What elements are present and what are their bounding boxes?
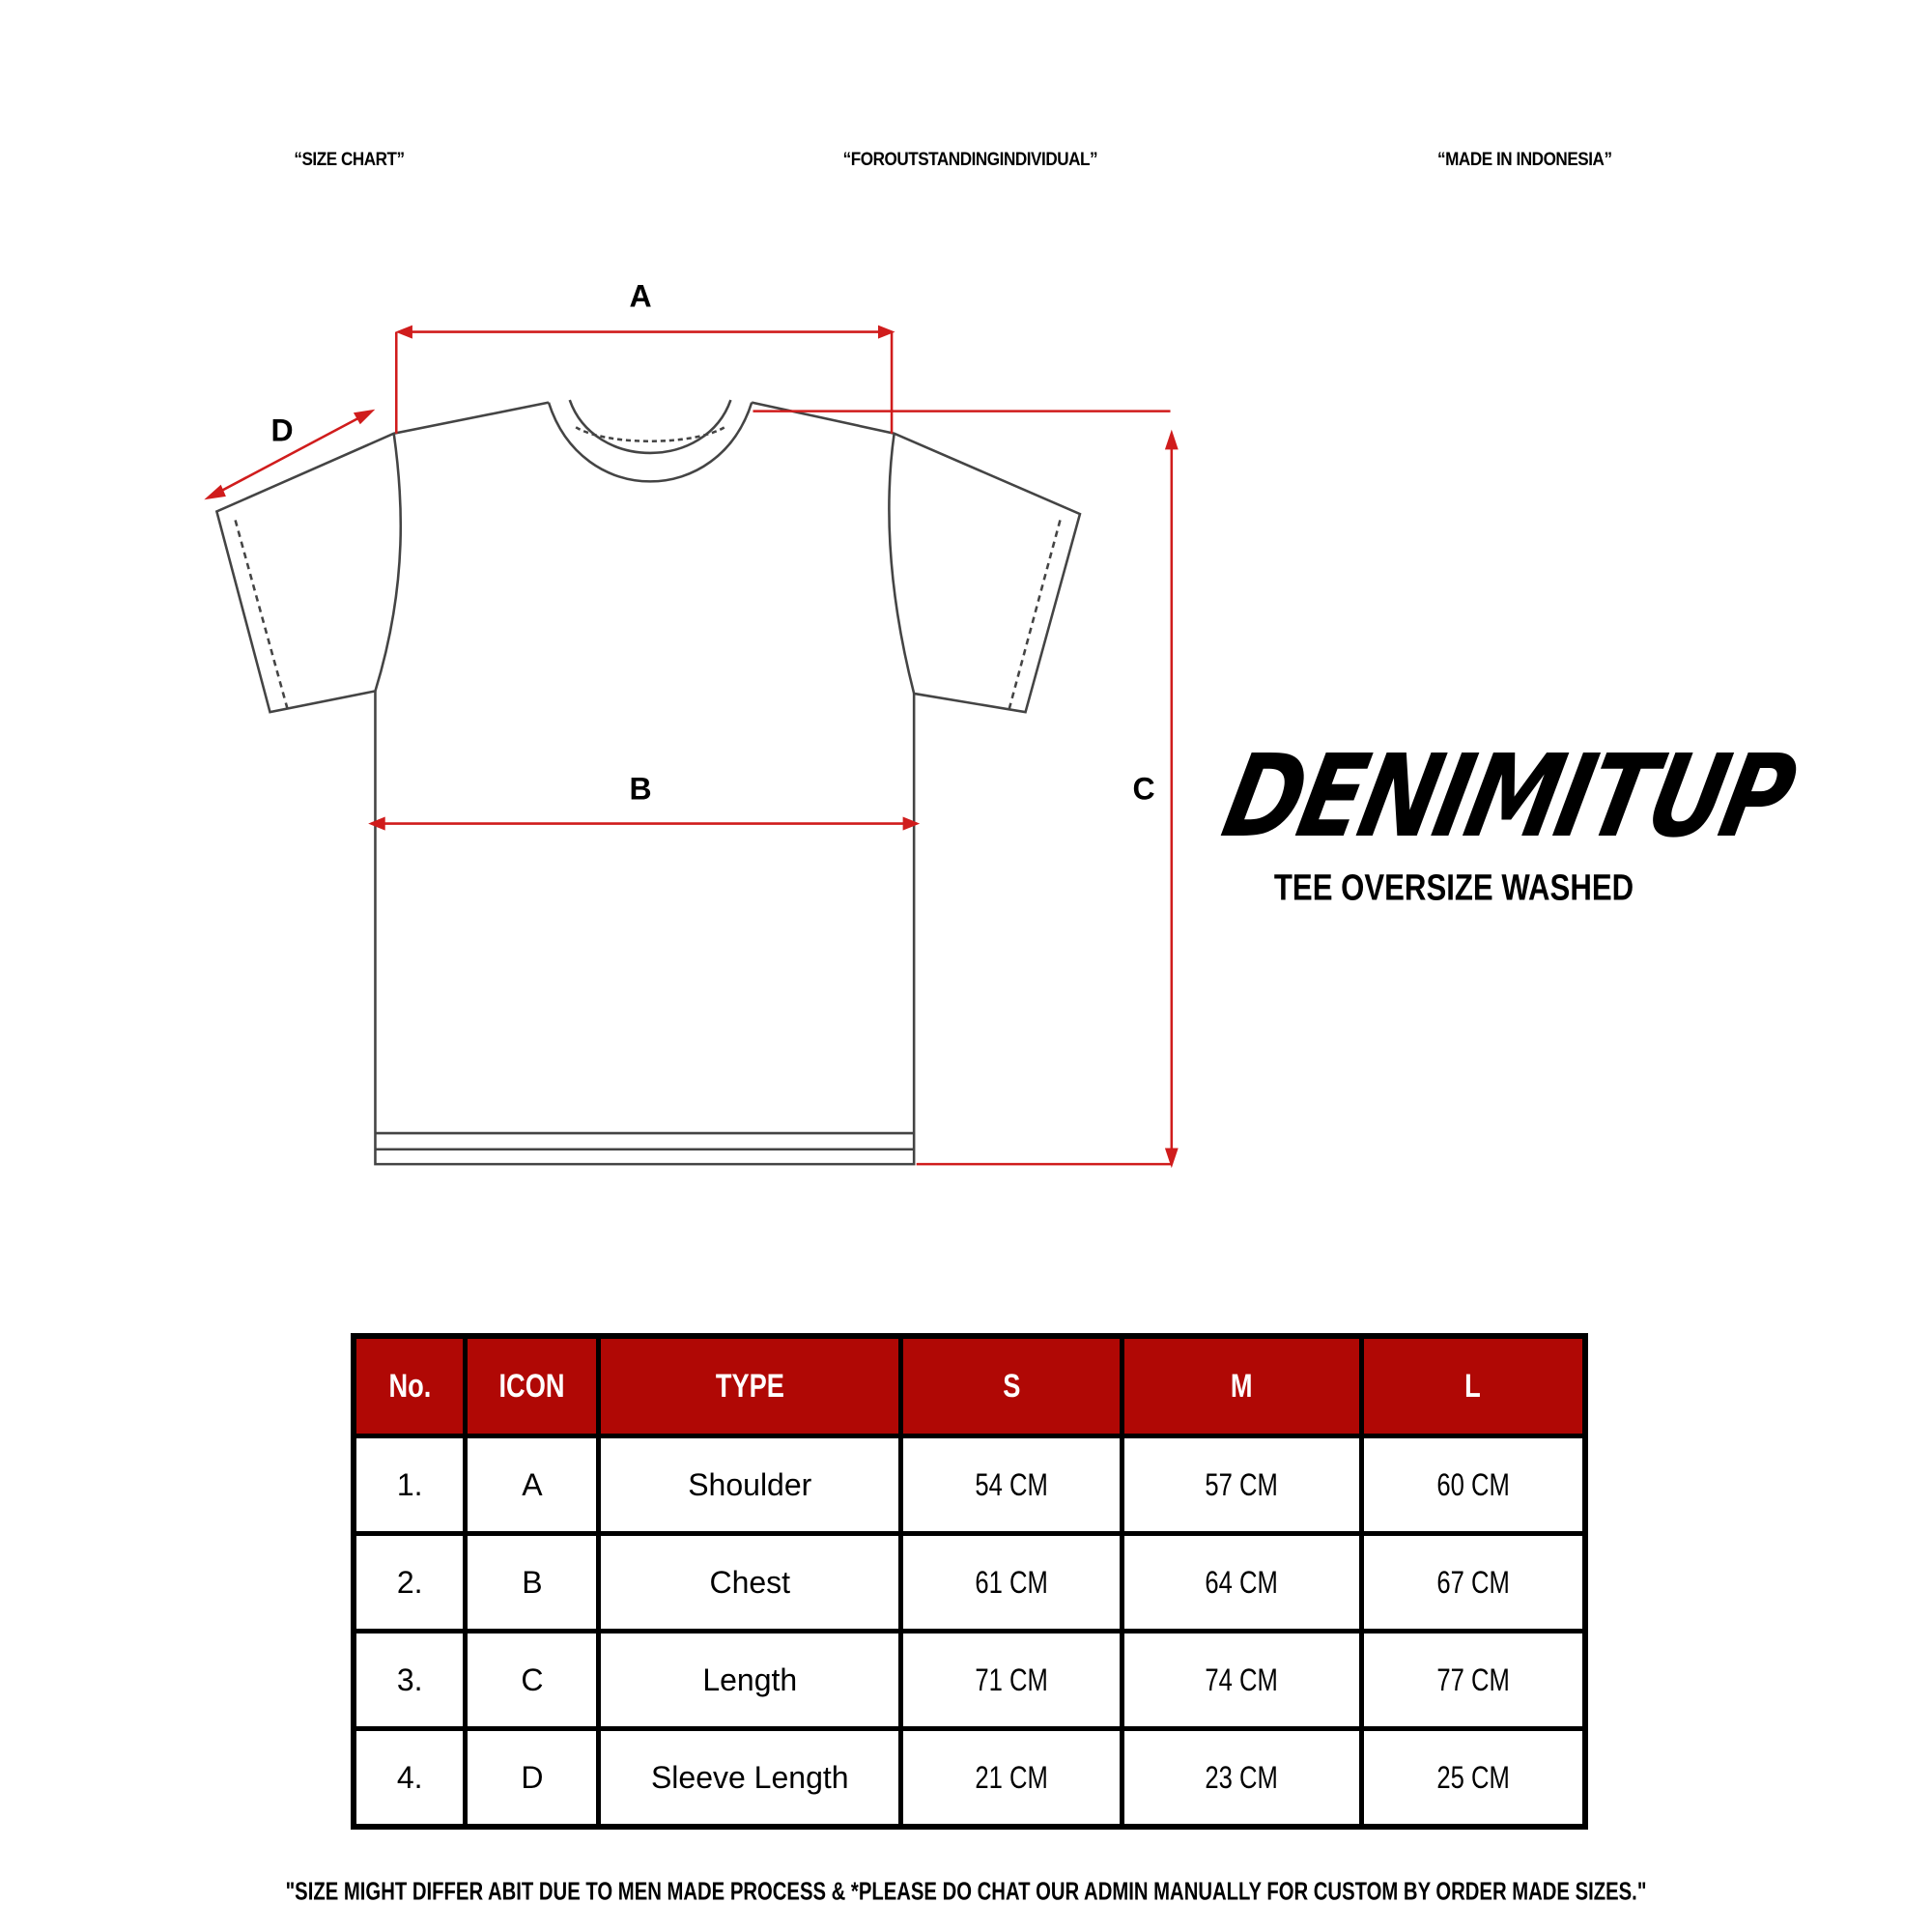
cell-no: 4. xyxy=(354,1729,466,1828)
label-c: C xyxy=(1132,771,1155,807)
cell-type: Sleeve Length xyxy=(599,1729,901,1828)
cell-no: 2. xyxy=(354,1534,466,1632)
cell-icon: A xyxy=(466,1436,599,1534)
col-header-l: L xyxy=(1361,1336,1585,1436)
footer-note: "SIZE MIGHT DIFFER ABIT DUE TO MEN MADE PROCESS & *PLEASE DO CHAT OUR ADMIN MANUALLY FOR CUSTOM BY ORDER MADE SIZES." xyxy=(285,1876,1647,1906)
cell-l: 77 CM xyxy=(1361,1632,1585,1729)
header-size-chart: “SIZE CHART” xyxy=(294,150,405,170)
cell-m: 23 CM xyxy=(1122,1729,1361,1828)
col-header-s: S xyxy=(901,1336,1122,1436)
cell-type: Shoulder xyxy=(599,1436,901,1534)
col-header-icon: ICON xyxy=(466,1336,599,1436)
table-row xyxy=(354,1534,1585,1632)
cell-l: 67 CM xyxy=(1361,1534,1585,1632)
cell-m: 74 CM xyxy=(1122,1632,1361,1729)
size-table xyxy=(351,1333,1588,1830)
col-header-m: M xyxy=(1122,1336,1361,1436)
cell-l: 60 CM xyxy=(1361,1436,1585,1534)
cell-s: 54 CM xyxy=(901,1436,1122,1534)
table-row xyxy=(354,1729,1585,1828)
table-row xyxy=(354,1436,1585,1534)
label-a: A xyxy=(629,278,652,314)
header-tagline: “FOROUTSTANDINGINDIVIDUAL” xyxy=(842,150,1098,170)
label-d: D xyxy=(270,412,294,448)
product-subtitle: TEE OVERSIZE WASHED xyxy=(1273,867,1634,909)
table-header-row xyxy=(354,1336,1585,1436)
cell-l: 25 CM xyxy=(1361,1729,1585,1828)
col-header-type: TYPE xyxy=(599,1336,901,1436)
cell-no: 3. xyxy=(354,1632,466,1729)
label-b: B xyxy=(629,771,652,807)
col-header-no: No. xyxy=(354,1336,466,1436)
cell-s: 71 CM xyxy=(901,1632,1122,1729)
cell-type: Chest xyxy=(599,1534,901,1632)
cell-icon: D xyxy=(466,1729,599,1828)
header-made-in: “MADE IN INDONESIA” xyxy=(1437,150,1612,170)
brand-logo: DENIMITUP xyxy=(1212,729,1804,863)
table-row xyxy=(354,1632,1585,1729)
cell-no: 1. xyxy=(354,1436,466,1534)
cell-m: 64 CM xyxy=(1122,1534,1361,1632)
cell-icon: C xyxy=(466,1632,599,1729)
cell-m: 57 CM xyxy=(1122,1436,1361,1534)
cell-s: 61 CM xyxy=(901,1534,1122,1632)
cell-type: Length xyxy=(599,1632,901,1729)
cell-s: 21 CM xyxy=(901,1729,1122,1828)
cell-icon: B xyxy=(466,1534,599,1632)
